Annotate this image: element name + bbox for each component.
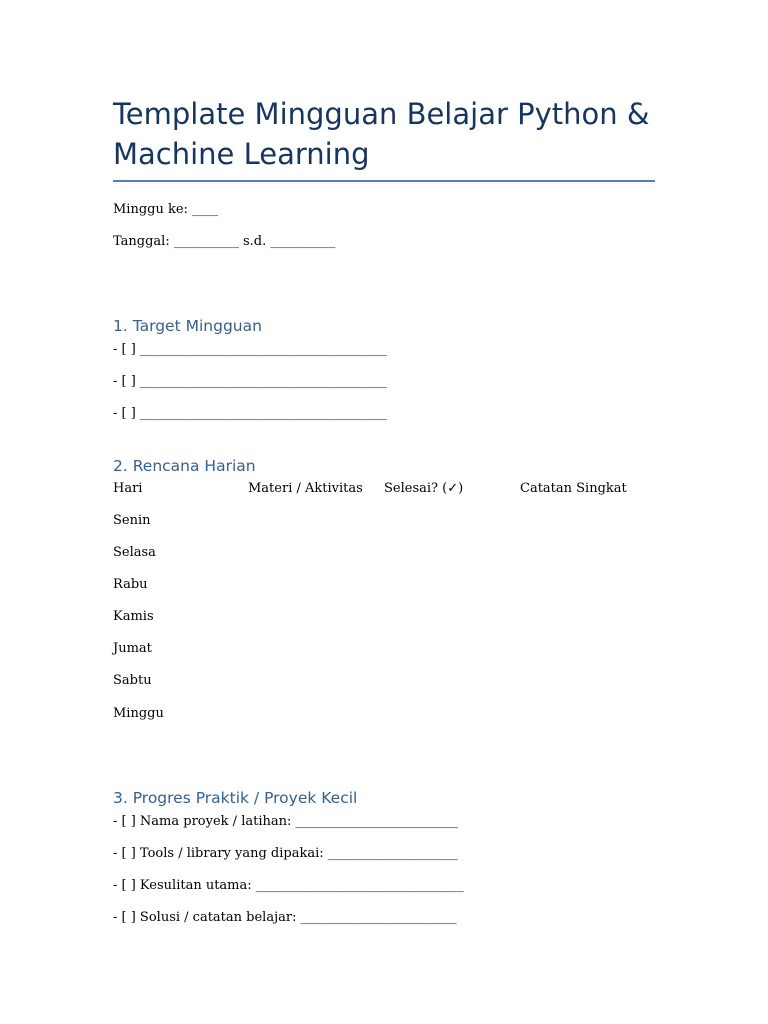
table-header-done: Selesai? (✓)	[384, 481, 464, 496]
title-underline-divider	[113, 180, 655, 182]
target-item: - [ ] ______________________________________	[113, 374, 387, 389]
table-row-day: Kamis	[113, 609, 154, 624]
section-2-heading: 2. Rencana Harian	[113, 457, 256, 475]
document-title: Template Mingguan Belajar Python & Machine Learning	[113, 97, 650, 171]
section-1-heading: 1. Target Mingguan	[113, 317, 262, 335]
target-item: - [ ] ______________________________________	[113, 342, 387, 357]
week-number-line: Minggu ke: ____	[113, 202, 219, 217]
project-progress-item: - [ ] Nama proyek / latihan: _________________________	[113, 814, 458, 829]
table-row-day: Minggu	[113, 706, 164, 721]
project-progress-item: - [ ] Kesulitan utama: ________________________________	[113, 878, 464, 893]
table-row-day: Senin	[113, 513, 151, 528]
table-header-day: Hari	[113, 481, 143, 496]
table-row-day: Sabtu	[113, 673, 152, 688]
table-header-notes: Catatan Singkat	[520, 481, 627, 496]
project-progress-item: - [ ] Solusi / catatan belajar: ________________________	[113, 910, 457, 925]
date-range-line: Tanggal: __________ s.d. __________	[113, 234, 336, 249]
table-row-day: Rabu	[113, 577, 148, 592]
project-progress-item: - [ ] Tools / library yang dipakai: ____________________	[113, 846, 458, 861]
section-3-heading: 3. Progres Praktik / Proyek Kecil	[113, 789, 358, 807]
target-item: - [ ] ______________________________________	[113, 406, 387, 421]
table-header-material: Materi / Aktivitas	[248, 481, 363, 496]
table-row-day: Jumat	[113, 641, 152, 656]
table-row-day: Selasa	[113, 545, 156, 560]
